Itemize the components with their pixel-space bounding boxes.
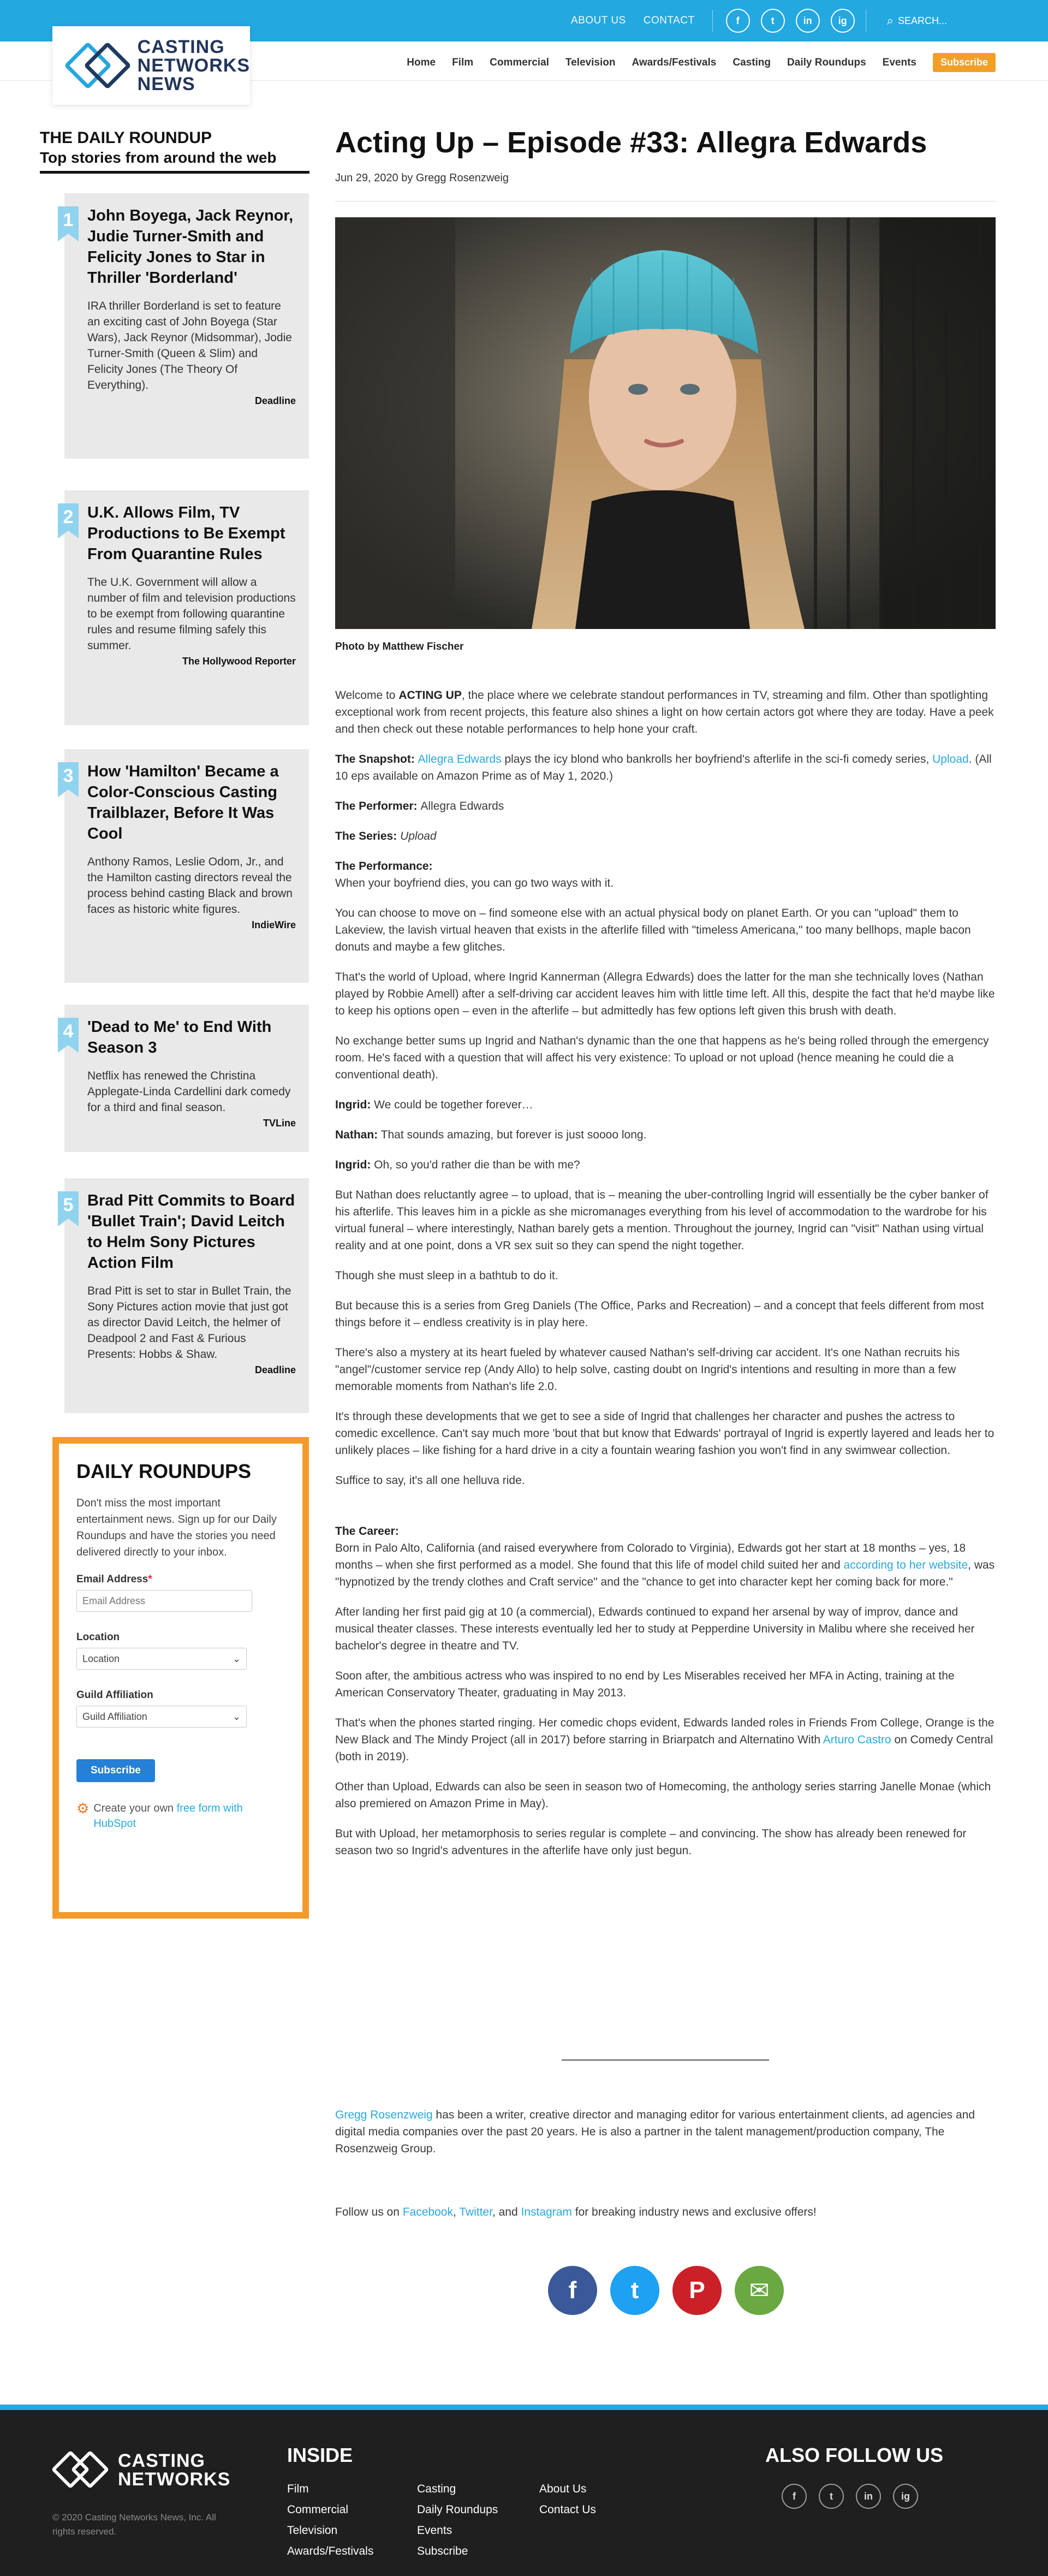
card-number: 5	[58, 1191, 79, 1219]
hubspot-credit: ⚙ Create your own free form with HubSpot	[76, 1801, 285, 1831]
hubspot-icon: ⚙	[76, 1800, 90, 1817]
card-text: Anthony Ramos, Leslie Odom, Jr., and the Hamilton casting directors reveal the process behind casting Black and brown faces as historic white figures.	[87, 856, 293, 916]
roundup-card-1[interactable]	[64, 193, 309, 459]
body-paragraph: There's also a mystery at its heart fueled by whatever caused Nathan's self-driving car accident. It's one Nathan recruits his "angel"/customer service rep (Andy Allo) to help solve, casting doubt on Ingrid's intentions and resulting in more than a few memorable moments from Nathan's life 2.0.	[335, 1346, 960, 1393]
instagram-icon[interactable]: ig	[893, 2484, 918, 2509]
guild-label: Guild Affiliation	[76, 1689, 153, 1701]
performance-label: The Performance:	[335, 860, 433, 872]
footer-link-film[interactable]: Film	[287, 2483, 309, 2495]
career-paragraph: But with Upload, her metamorphosis to series regular is complete – and convincing. The show has already been renewed for season two so Ingrid's adventures in the afterlife have only just begun.	[335, 1827, 967, 1857]
facebook-link[interactable]: Facebook	[402, 2206, 453, 2218]
card-title[interactable]: U.K. Allows Film, TV Productions to Be Exempt From Quarantine Rules	[87, 504, 285, 563]
guild-select[interactable]	[76, 1706, 247, 1728]
contact-link[interactable]: CONTACT	[643, 15, 695, 26]
card-title[interactable]: John Boyega, Jack Reynor, Judie Turner-Smith and Felicity Jones to Star in Thriller 'Borderland'	[87, 207, 294, 287]
career-paragraph: Born in Palo Alto, California (and raised everywhere from Colorado to Virginia), Edwards got her start at 18 months – yes, 18 months – when she first performed as a model. She found that this life of model child suited her and according to her website, was "hypnotized by the trendy clothes and Craft service" and the "chance to get into character kept her coming back for more."	[335, 1542, 995, 1588]
career-label: The Career:	[335, 1525, 399, 1538]
facebook-icon[interactable]: f	[726, 9, 750, 33]
nav-film[interactable]: Film	[452, 56, 474, 68]
performer-paragraph: The Performer: Allegra Edwards	[335, 800, 504, 812]
career-paragraph: After landing her first paid gig at 10 (a commercial), Edwards continued to expand her arsenal by way of improv, dance and musical theater classes. These interests eventually led her to study at Pepperdine University in Malibu where she received her bachelor's degree in theatre and TV.	[335, 1606, 975, 1652]
footer-social	[782, 2484, 930, 2509]
twitter-icon[interactable]: t	[610, 2266, 659, 2315]
nav-television[interactable]: Television	[565, 56, 616, 68]
author-link[interactable]: Gregg Rosenzweig	[335, 2109, 433, 2121]
card-text: The U.K. Government will allow a number of film and television productions to be exempt from following quarantine rules and resume filming safely this summer.	[87, 576, 296, 652]
body-paragraph: You can choose to move on – find someone else with an actual physical body on planet Earth. Or you can "upload" them to Lakeview, the lavish virtual heaven that exists in the afterlife filled with "timeless Americana," too many bellhops, maple bacon donuts and maybe a few glitches.	[335, 907, 971, 953]
site-footer	[0, 2405, 1048, 2576]
linkedin-icon[interactable]: in	[856, 2484, 881, 2509]
article-meta: Jun 29, 2020 by Gregg Rosenzweig	[335, 172, 509, 184]
share-buttons	[548, 2266, 797, 2315]
card-text: Netflix has renewed the Christina Applegate-Linda Cardellini dark comedy for a third and final season.	[87, 1070, 291, 1114]
career-paragraph: Soon after, the ambitious actress who was inspired to no end by Les Miserables received her MFA in Acting, training at the American Conservatory Theater, graduating in May 2013.	[335, 1670, 955, 1699]
roundup-card-2[interactable]	[64, 490, 309, 725]
body-paragraph: That's the world of Upload, where Ingrid Kannerman (Allegra Edwards) does the latter for the man she technically loves (Nathan played by Robbie Amell) after a self-driving car accident leaves him with little time left. All this, despite the fact that he'd maybe like to keep his options open – even in the afterlife – but admittedly has few options left given this brush with death.	[335, 971, 995, 1017]
logo-text: CASTING NETWORKS NEWS	[137, 37, 250, 94]
hubspot-link[interactable]: free form with HubSpot	[93, 1802, 243, 1830]
main-nav	[390, 53, 996, 72]
form-description: Don't miss the most important entertainment news. Sign up for our Daily Roundups and have the stories you need delivered directly to your inbox.	[76, 1497, 277, 1558]
card-title[interactable]: 'Dead to Me' to End With Season 3	[87, 1018, 272, 1056]
roundup-card-3[interactable]	[64, 749, 309, 983]
card-number: 1	[58, 206, 79, 234]
twitter-link[interactable]: Twitter	[459, 2206, 492, 2218]
top-nav	[571, 0, 947, 41]
instagram-icon[interactable]: ig	[831, 9, 855, 33]
footer-follow-title: ALSO FOLLOW US	[765, 2444, 943, 2466]
allegra-edwards-link[interactable]: Allegra Edwards	[418, 753, 502, 765]
hero-photo	[335, 217, 996, 629]
body-paragraph: But because this is a series from Greg Daniels (The Office, Parks and Recreation) – and a concept that feels different from most things before it – endless creativity is in play here.	[335, 1299, 984, 1329]
location-value: Location	[82, 1653, 120, 1664]
nav-daily-roundups[interactable]: Daily Roundups	[787, 56, 866, 68]
card-source: Deadline	[254, 1364, 296, 1375]
dialogue-line: Ingrid: We could be together forever…	[335, 1099, 533, 1111]
twitter-icon[interactable]: t	[819, 2484, 844, 2509]
email-field[interactable]	[76, 1590, 252, 1612]
dialogue-line: Nathan: That sounds amazing, but forever is just soooo long.	[335, 1129, 647, 1141]
card-source: IndieWire	[252, 919, 296, 930]
footer-inside-title: INSIDE	[287, 2444, 353, 2466]
intro-paragraph: Welcome to ACTING UP, the place where we celebrate standout performances in TV, streaming and film. Other than spotlighting exceptional work from recent projects, this feature also shines a light on how certain actors got where they are today. Have a peek and then check out these notable performances to help hone your craft.	[335, 689, 994, 735]
about-us-link[interactable]: ABOUT US	[570, 15, 626, 26]
body-paragraph: Though she must sleep in a bathtub to do it.	[335, 1269, 558, 1282]
card-source: Deadline	[254, 395, 296, 406]
card-source: TVLine	[263, 1118, 296, 1129]
email-icon[interactable]: ✉	[735, 2266, 784, 2315]
card-source: The Hollywood Reporter	[182, 656, 296, 667]
sidebar-title: THE DAILY ROUNDUP	[40, 129, 212, 147]
search-button[interactable]	[887, 14, 947, 28]
card-title[interactable]: How 'Hamilton' Became a Color-Conscious Casting Trailblazer, Before It Was Cool	[87, 763, 279, 842]
footer-link-subscribe[interactable]: Subscribe	[417, 2545, 468, 2557]
article-end-divider	[562, 2059, 769, 2061]
footer-link-television[interactable]: Television	[287, 2524, 338, 2537]
footer-col-1	[287, 2479, 373, 2562]
nav-events[interactable]: Events	[882, 56, 916, 68]
footer-link-awards[interactable]: Awards/Festivals	[287, 2545, 374, 2557]
top-divider	[712, 10, 713, 32]
card-number: 3	[58, 762, 79, 790]
body-paragraph: It's through these developments that we get to see a side of Ingrid that challenges her character and pushes the actress to comedic excellence. Can't say much more 'bout that but know that Edwards' portrayal of Ingrid is expertly layered and leads her to unlikely places – like fishing for a hard drive in a city a fountain wearing fashion you won't find in any swimwear collection.	[335, 1410, 995, 1457]
card-number: 2	[58, 503, 79, 531]
logo-diamond-icon	[52, 2448, 112, 2492]
copyright: © 2020 Casting Networks News, Inc. All rights reserved.	[52, 2512, 216, 2537]
pinterest-icon[interactable]: P	[672, 2266, 722, 2315]
linkedin-icon[interactable]: in	[796, 9, 820, 33]
footer-link-commercial[interactable]: Commercial	[287, 2503, 349, 2516]
footer-link-about[interactable]: About Us	[539, 2483, 587, 2495]
guild-value: Guild Affiliation	[82, 1711, 147, 1722]
twitter-icon[interactable]: t	[761, 9, 785, 33]
location-select[interactable]	[76, 1648, 247, 1670]
facebook-icon[interactable]: f	[548, 2266, 597, 2315]
search-label: SEARCH...	[897, 15, 947, 26]
article-title: Acting Up – Episode #33: Allegra Edwards	[335, 126, 927, 159]
body-paragraph: When your boyfriend dies, you can go two ways with it.	[335, 877, 614, 889]
search-icon: ⌕	[886, 14, 894, 27]
site-logo[interactable]	[52, 26, 250, 105]
article-body	[335, 687, 996, 1872]
footer-link-daily-roundups[interactable]: Daily Roundups	[417, 2503, 498, 2516]
footer-link-contact[interactable]: Contact Us	[539, 2503, 596, 2516]
website-link[interactable]: according to her website	[843, 1559, 968, 1571]
sidebar-subtitle: Top stories from around the web	[40, 149, 309, 174]
location-label: Location	[76, 1631, 120, 1643]
footer-link-events[interactable]: Events	[417, 2524, 452, 2537]
footer-link-casting[interactable]: Casting	[417, 2483, 456, 2495]
series-paragraph: The Series: Upload	[335, 830, 437, 842]
photo-credit: Photo by Matthew Fischer	[335, 641, 464, 652]
form-title: DAILY ROUNDUPS	[76, 1460, 252, 1482]
dialogue-line: Ingrid: Oh, so you'd rather die than be with me?	[335, 1159, 580, 1171]
footer-logo[interactable]	[52, 2448, 230, 2492]
form-subscribe-button[interactable]: Subscribe	[76, 1759, 155, 1782]
logo-diamond-icon	[66, 38, 130, 93]
nav-commercial[interactable]: Commercial	[490, 56, 549, 68]
footer-logo-text: CASTING NETWORKS	[118, 2450, 231, 2490]
email-label: Email Address*	[76, 1574, 152, 1585]
follow-us-line: Follow us on Facebook, Twitter, and Instagram for breaking industry news and exclusive offers!	[335, 2206, 817, 2218]
body-paragraph: Suffice to say, it's all one helluva ride.	[335, 1474, 525, 1487]
subscribe-button[interactable]: Subscribe	[933, 53, 996, 72]
nav-awards-festivals[interactable]: Awards/Festivals	[632, 56, 717, 68]
snapshot-paragraph: The Snapshot: Allegra Edwards plays the icy blond who bankrolls her boyfriend's afterlife in the sci-fi comedy series, Upload. (All 10 eps available on Amazon Prime as of May 1, 2020.)	[335, 753, 992, 782]
career-paragraph: Other than Upload, Edwards can also be seen in season two of Homecoming, the anthology series starring Janelle Monae (which also premiered on Amazon Prime in May).	[335, 1780, 991, 1810]
footer-col-3	[539, 2479, 596, 2520]
body-paragraph: No exchange better sums up Ingrid and Nathan's dynamic than the one that happens as he's being rolled through the emergency room. He's faced with a question that will affect his very existence: To upload or not upload (hence meaning he could die a conventional death).	[335, 1035, 989, 1081]
portrait-illustration	[335, 217, 996, 629]
career-paragraph: That's when the phones started ringing. Her comedic chops evident, Edwards landed roles in Friends From College, Orange is the New Black and The Mindy Project (all in 2017) before starring in Briarpatch and Alternatino With Arturo Castro on Comedy Central (both in 2019).	[335, 1717, 995, 1763]
nav-home[interactable]: Home	[407, 56, 436, 68]
arturo-castro-link[interactable]: Arturo Castro	[823, 1734, 891, 1746]
card-number: 4	[58, 1018, 79, 1045]
roundup-card-5[interactable]	[64, 1178, 309, 1413]
nav-casting[interactable]: Casting	[733, 56, 771, 68]
facebook-icon[interactable]: f	[782, 2484, 807, 2509]
chevron-down-icon: ⌄	[232, 1711, 241, 1722]
roundup-card-4[interactable]	[64, 1005, 309, 1152]
instagram-link[interactable]: Instagram	[521, 2206, 572, 2218]
author-bio: Gregg Rosenzweig has been a writer, creative director and managing editor for various entertainment clients, ad agencies and digital media companies over the past 20 years. He is also a partner in the talent management/production company, The Rosenzweig Group.	[335, 2109, 975, 2155]
upload-link[interactable]: Upload	[932, 753, 969, 765]
card-title[interactable]: Brad Pitt Commits to Board 'Bullet Train'; David Leitch to Helm Sony Pictures Action Film	[87, 1192, 295, 1272]
footer-col-2	[417, 2479, 498, 2562]
daily-roundups-form	[52, 1437, 309, 1919]
body-paragraph: But Nathan does reluctantly agree – to upload, that is – meaning the uber-controlling Ingrid will essentially be the cyber banker of his afterlife. This leaves him in a pickle as she micromanages everything from his level of accommodation to the wardrobe for his virtual funeral – where interestingly, Nathan barely gets a mention. Throughout the journey, Ingrid can "visit" Nathan using virtual reality and at one point, dons a VR sex suit so they can spend the night together.	[335, 1189, 989, 1252]
card-text: Brad Pitt is set to star in Bullet Train, the Sony Pictures action movie that just got as director David Leitch, the helmer of Deadpool 2 and Fast & Furious Presents: Hobbs & Shaw.	[87, 1285, 291, 1361]
card-text: IRA thriller Borderland is set to feature an exciting cast of John Boyega (Star Wars), Jack Reynor (Midsommar), Jodie Turner-Smith (Queen & Slim) and Felicity Jones (The Theory Of Everything).	[87, 300, 292, 391]
chevron-down-icon: ⌄	[232, 1653, 241, 1664]
